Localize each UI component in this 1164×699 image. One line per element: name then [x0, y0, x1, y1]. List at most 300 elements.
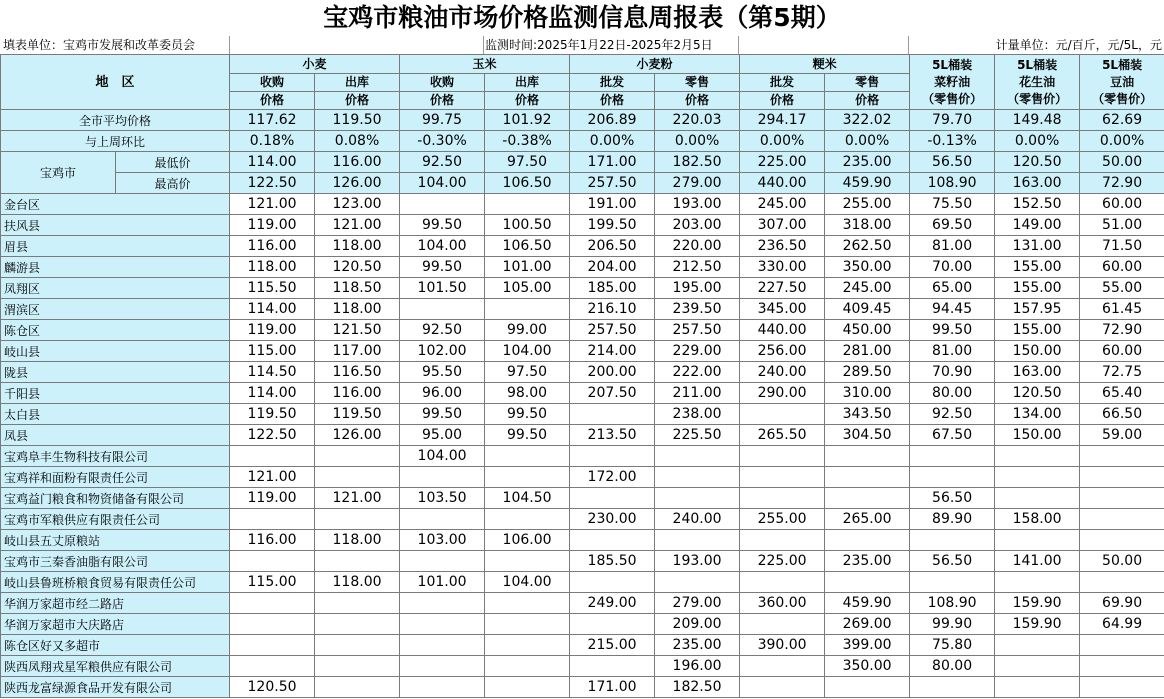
price-cell: 196.00 [655, 656, 740, 677]
price-cell: 399.00 [825, 635, 910, 656]
price-cell [485, 551, 570, 572]
price-cell: 102.00 [400, 341, 485, 362]
table-row [1, 320, 1164, 341]
row-name: 千阳县 [1, 383, 230, 404]
price-cell [485, 656, 570, 677]
price-cell: 203.00 [655, 215, 740, 236]
price-cell: 131.00 [995, 236, 1080, 257]
price-cell [230, 551, 315, 572]
row-name: 岐山县鲁班桥粮食贸易有限责任公司 [1, 572, 230, 593]
price-cell [825, 530, 910, 551]
price-cell [485, 635, 570, 656]
price-cell: 240.00 [740, 362, 825, 383]
price-cell: 209.00 [655, 614, 740, 635]
price-cell: 163.00 [995, 362, 1080, 383]
price-cell: 440.00 [740, 320, 825, 341]
table-row [1, 614, 1164, 635]
price-cell: 0.00% [995, 131, 1080, 152]
price-cell: 390.00 [740, 635, 825, 656]
header-sub-top-5: 零售 [655, 74, 740, 92]
price-cell: 104.00 [400, 446, 485, 467]
price-cell: 191.00 [570, 194, 655, 215]
price-cell: 159.90 [995, 614, 1080, 635]
price-cell: 141.00 [995, 551, 1080, 572]
price-cell: 116.00 [315, 152, 400, 173]
row-name: 陈仓区 [1, 320, 230, 341]
price-cell: 106.50 [485, 236, 570, 257]
price-cell [570, 614, 655, 635]
price-cell: 117.00 [315, 341, 400, 362]
price-cell [655, 488, 740, 509]
row-name: 金台区 [1, 194, 230, 215]
price-cell [485, 677, 570, 698]
price-cell: 155.00 [995, 320, 1080, 341]
price-cell [400, 656, 485, 677]
row-name: 宝鸡市军粮供应有限责任公司 [1, 509, 230, 530]
price-cell: 56.50 [910, 551, 995, 572]
price-cell [230, 656, 315, 677]
price-cell: 279.00 [655, 593, 740, 614]
price-cell: 50.00 [1080, 551, 1164, 572]
price-cell: 149.48 [995, 110, 1080, 131]
price-cell [315, 446, 400, 467]
price-cell: 89.90 [910, 509, 995, 530]
price-cell: 0.00% [655, 131, 740, 152]
price-cell [740, 467, 825, 488]
price-cell: 98.00 [485, 383, 570, 404]
price-cell: 172.00 [570, 467, 655, 488]
price-cell: 0.00% [570, 131, 655, 152]
price-cell: 182.50 [655, 677, 740, 698]
price-cell: 155.00 [995, 257, 1080, 278]
price-cell [825, 446, 910, 467]
price-cell: 69.90 [1080, 593, 1164, 614]
price-cell: 171.00 [570, 677, 655, 698]
price-cell: 459.90 [825, 173, 910, 194]
price-cell: 115.00 [230, 341, 315, 362]
price-cell: 60.00 [1080, 341, 1164, 362]
price-cell: 59.00 [1080, 425, 1164, 446]
price-cell: 106.00 [485, 530, 570, 551]
price-cell: 126.00 [315, 425, 400, 446]
price-cell: 207.50 [570, 383, 655, 404]
price-cell: 96.00 [400, 383, 485, 404]
price-cell [740, 446, 825, 467]
price-cell [315, 551, 400, 572]
summary-label: 全市平均价格 [1, 110, 230, 131]
row-name: 扶风县 [1, 215, 230, 236]
price-cell [315, 467, 400, 488]
price-cell: 99.75 [400, 110, 485, 131]
table-row [1, 656, 1164, 677]
price-cell: 120.50 [230, 677, 315, 698]
price-cell: 61.45 [1080, 299, 1164, 320]
price-cell: 220.03 [655, 110, 740, 131]
price-cell: 119.00 [230, 488, 315, 509]
price-cell: 79.70 [910, 110, 995, 131]
price-cell: 120.50 [315, 257, 400, 278]
price-cell: 150.00 [995, 341, 1080, 362]
baoji-city-label: 宝鸡市 [1, 152, 116, 194]
price-cell: 50.00 [1080, 152, 1164, 173]
price-cell: 239.50 [655, 299, 740, 320]
table-row [1, 446, 1164, 467]
price-cell [485, 467, 570, 488]
price-cell [230, 635, 315, 656]
price-cell: 257.50 [655, 320, 740, 341]
price-cell [1080, 509, 1164, 530]
price-cell: 225.00 [740, 152, 825, 173]
row-name: 岐山县 [1, 341, 230, 362]
row-name: 陇县 [1, 362, 230, 383]
price-cell: 225.50 [655, 425, 740, 446]
price-cell: 235.00 [655, 635, 740, 656]
price-cell: 206.50 [570, 236, 655, 257]
row-name: 宝鸡益门粮食和物资储备有限公司 [1, 488, 230, 509]
price-cell: 114.50 [230, 362, 315, 383]
price-cell: 350.00 [825, 656, 910, 677]
price-cell [570, 446, 655, 467]
header-sub-top-4: 批发 [570, 74, 655, 92]
price-cell: 152.50 [995, 194, 1080, 215]
price-cell [570, 404, 655, 425]
price-cell: 249.00 [570, 593, 655, 614]
price-cell [995, 656, 1080, 677]
price-cell: 71.50 [1080, 236, 1164, 257]
header-sub-top-2: 收购 [400, 74, 485, 92]
price-cell: 227.50 [740, 278, 825, 299]
price-cell: 119.00 [230, 320, 315, 341]
price-cell [315, 614, 400, 635]
price-cell: 95.00 [400, 425, 485, 446]
row-name: 陕西龙富绿源食品开发有限公司 [1, 677, 230, 698]
row-name: 凤县 [1, 425, 230, 446]
price-cell: 118.00 [315, 236, 400, 257]
header-group-corn: 玉米 [400, 55, 570, 74]
price-cell: 121.00 [230, 194, 315, 215]
price-cell: 157.95 [995, 299, 1080, 320]
price-cell [1080, 572, 1164, 593]
price-cell: 345.00 [740, 299, 825, 320]
price-cell: 215.00 [570, 635, 655, 656]
price-cell: 116.00 [315, 383, 400, 404]
header-sub-bottom-7: 价格 [825, 92, 910, 110]
price-cell: 121.50 [315, 320, 400, 341]
price-cell: 69.50 [910, 215, 995, 236]
price-cell: 118.00 [315, 530, 400, 551]
price-cell: 200.00 [570, 362, 655, 383]
price-cell: 171.00 [570, 152, 655, 173]
price-cell [1080, 677, 1164, 698]
price-cell: 97.50 [485, 152, 570, 173]
price-cell: 255.00 [825, 194, 910, 215]
price-cell: 64.99 [1080, 614, 1164, 635]
baoji-range-row [1, 152, 1164, 173]
price-cell [400, 677, 485, 698]
price-cell: 114.00 [230, 152, 315, 173]
price-cell: 163.00 [995, 173, 1080, 194]
price-cell: 279.00 [655, 173, 740, 194]
price-cell: 222.00 [655, 362, 740, 383]
price-cell: 230.00 [570, 509, 655, 530]
price-cell [995, 635, 1080, 656]
baoji-range-label: 最高价 [116, 173, 230, 194]
price-cell: 119.50 [315, 110, 400, 131]
price-cell: 101.00 [485, 257, 570, 278]
price-cell: 101.92 [485, 110, 570, 131]
price-cell [995, 446, 1080, 467]
price-cell: -0.38% [485, 131, 570, 152]
price-cell: 343.50 [825, 404, 910, 425]
price-cell [825, 488, 910, 509]
price-cell: 265.00 [825, 509, 910, 530]
price-cell [740, 530, 825, 551]
price-cell: 62.69 [1080, 110, 1164, 131]
row-name: 宝鸡祥和面粉有限责任公司 [1, 467, 230, 488]
price-cell: 211.00 [655, 383, 740, 404]
price-cell: 60.00 [1080, 194, 1164, 215]
price-cell: 115.00 [230, 572, 315, 593]
price-cell: 122.50 [230, 425, 315, 446]
price-cell: 134.00 [995, 404, 1080, 425]
price-cell: 257.50 [570, 320, 655, 341]
price-cell: 290.00 [740, 383, 825, 404]
summary-row [1, 110, 1164, 131]
table-row [1, 467, 1164, 488]
price-cell: 97.50 [485, 362, 570, 383]
header-oil-peanut: 5L桶装 花生油 （零售价） [995, 55, 1080, 110]
price-cell [485, 614, 570, 635]
table-row [1, 425, 1164, 446]
price-cell: 100.50 [485, 215, 570, 236]
table-row [1, 299, 1164, 320]
header-group-rice: 粳米 [740, 55, 910, 74]
price-cell: 120.50 [995, 383, 1080, 404]
price-cell: 310.00 [825, 383, 910, 404]
price-cell: 118.00 [230, 257, 315, 278]
price-cell: 119.50 [230, 404, 315, 425]
price-cell: 289.50 [825, 362, 910, 383]
header-sub-top-3: 出库 [485, 74, 570, 92]
report-title: 宝鸡市粮油市场价格监测信息周报表（第5期） [323, 3, 841, 32]
price-cell: 81.00 [910, 236, 995, 257]
price-cell [740, 488, 825, 509]
price-cell: 159.90 [995, 593, 1080, 614]
table-row [1, 572, 1164, 593]
price-cell: 116.00 [230, 236, 315, 257]
price-cell [400, 467, 485, 488]
header-group-wheat: 小麦 [230, 55, 400, 74]
price-cell: 104.00 [485, 341, 570, 362]
price-cell [995, 488, 1080, 509]
header-sub-bottom-4: 价格 [570, 92, 655, 110]
price-cell [570, 488, 655, 509]
price-cell: 265.50 [740, 425, 825, 446]
price-cell [910, 467, 995, 488]
price-cell: 123.00 [315, 194, 400, 215]
price-cell: 0.18% [230, 131, 315, 152]
row-name: 凤翔区 [1, 278, 230, 299]
price-cell: 185.00 [570, 278, 655, 299]
table-row [1, 257, 1164, 278]
price-cell: 118.00 [315, 572, 400, 593]
price-cell: 199.50 [570, 215, 655, 236]
price-cell [485, 446, 570, 467]
price-cell [995, 530, 1080, 551]
price-cell [230, 509, 315, 530]
price-cell: 193.00 [655, 194, 740, 215]
price-cell: 118.00 [315, 299, 400, 320]
price-cell: 99.50 [400, 215, 485, 236]
price-cell: 72.90 [1080, 320, 1164, 341]
price-cell: -0.30% [400, 131, 485, 152]
price-cell [825, 467, 910, 488]
price-cell: 149.00 [995, 215, 1080, 236]
price-cell: 67.50 [910, 425, 995, 446]
price-cell: 269.00 [825, 614, 910, 635]
price-cell [1080, 530, 1164, 551]
price-cell: 101.00 [400, 572, 485, 593]
price-cell: 92.50 [400, 320, 485, 341]
price-cell: 65.40 [1080, 383, 1164, 404]
price-cell: 121.00 [315, 488, 400, 509]
price-cell: 66.50 [1080, 404, 1164, 425]
price-cell: 229.00 [655, 341, 740, 362]
price-cell [740, 677, 825, 698]
price-cell: 101.50 [400, 278, 485, 299]
price-cell: 213.50 [570, 425, 655, 446]
table-row [1, 278, 1164, 299]
price-cell: 80.00 [910, 383, 995, 404]
header-sub-bottom-0: 价格 [230, 92, 315, 110]
price-cell: 108.90 [910, 593, 995, 614]
price-cell: 104.00 [400, 173, 485, 194]
price-cell: 80.00 [910, 656, 995, 677]
price-cell: 281.00 [825, 341, 910, 362]
price-cell [655, 530, 740, 551]
row-name: 太白县 [1, 404, 230, 425]
price-cell [995, 677, 1080, 698]
table-row [1, 509, 1164, 530]
price-cell: 304.50 [825, 425, 910, 446]
table-row [1, 488, 1164, 509]
price-cell [1080, 467, 1164, 488]
price-cell: 216.10 [570, 299, 655, 320]
price-cell: 103.50 [400, 488, 485, 509]
price-cell [485, 593, 570, 614]
price-cell [400, 551, 485, 572]
price-cell: 104.00 [485, 572, 570, 593]
price-cell: 70.00 [910, 257, 995, 278]
price-cell [400, 299, 485, 320]
price-cell: 119.50 [315, 404, 400, 425]
price-cell: 206.89 [570, 110, 655, 131]
price-cell: 245.00 [740, 194, 825, 215]
price-cell: 307.00 [740, 215, 825, 236]
price-cell: 322.02 [825, 110, 910, 131]
row-name: 宝鸡市三秦香油脂有限公司 [1, 551, 230, 572]
table-row [1, 677, 1164, 698]
table-row [1, 194, 1164, 215]
price-cell: 195.00 [655, 278, 740, 299]
price-cell [315, 656, 400, 677]
price-cell [1080, 635, 1164, 656]
row-name: 陈仓区好又多超市 [1, 635, 230, 656]
table-row [1, 341, 1164, 362]
price-cell: 75.80 [910, 635, 995, 656]
price-cell: 440.00 [740, 173, 825, 194]
price-cell: 108.90 [910, 173, 995, 194]
price-cell: 114.00 [230, 383, 315, 404]
price-cell: 0.00% [740, 131, 825, 152]
price-cell: 150.00 [995, 425, 1080, 446]
price-cell: 318.00 [825, 215, 910, 236]
price-cell: 94.45 [910, 299, 995, 320]
price-cell [400, 593, 485, 614]
price-cell: 0.08% [315, 131, 400, 152]
price-cell [1080, 446, 1164, 467]
row-name: 华润万家超市经二路店 [1, 593, 230, 614]
price-cell: 185.50 [570, 551, 655, 572]
price-cell: 116.00 [230, 530, 315, 551]
price-cell: 214.00 [570, 341, 655, 362]
price-cell [1080, 488, 1164, 509]
price-cell [315, 593, 400, 614]
header-sub-top-1: 出库 [315, 74, 400, 92]
price-cell: 235.00 [825, 551, 910, 572]
price-cell [315, 677, 400, 698]
row-name: 渭滨区 [1, 299, 230, 320]
header-oil-rapeseed: 5L桶装 菜籽油 （零售价） [910, 55, 995, 110]
row-name: 陕西凤翔戎星军粮供应有限公司 [1, 656, 230, 677]
price-cell: 116.50 [315, 362, 400, 383]
price-cell: 92.50 [400, 152, 485, 173]
price-cell: 75.50 [910, 194, 995, 215]
header-sub-bottom-1: 价格 [315, 92, 400, 110]
price-cell: 120.50 [995, 152, 1080, 173]
price-cell: 72.90 [1080, 173, 1164, 194]
price-cell: 65.00 [910, 278, 995, 299]
price-cell: 257.50 [570, 173, 655, 194]
baoji-range-row [1, 173, 1164, 194]
price-cell [740, 404, 825, 425]
price-cell [400, 509, 485, 530]
price-cell: 193.00 [655, 551, 740, 572]
header-sub-bottom-3: 价格 [485, 92, 570, 110]
price-cell [1080, 656, 1164, 677]
price-cell: 105.00 [485, 278, 570, 299]
table-row [1, 362, 1164, 383]
header-oil-soybean: 5L桶装 豆油 （零售价） [1080, 55, 1164, 110]
price-cell: 330.00 [740, 257, 825, 278]
price-cell [910, 677, 995, 698]
table-row [1, 635, 1164, 656]
table-row [1, 383, 1164, 404]
table-row [1, 236, 1164, 257]
row-name: 麟游县 [1, 257, 230, 278]
price-cell: 225.00 [740, 551, 825, 572]
price-cell [910, 572, 995, 593]
price-cell [655, 572, 740, 593]
price-cell: 236.50 [740, 236, 825, 257]
price-cell: 182.50 [655, 152, 740, 173]
price-cell [230, 446, 315, 467]
price-cell: 294.17 [740, 110, 825, 131]
price-cell [485, 194, 570, 215]
price-cell: 99.00 [485, 320, 570, 341]
price-cell [485, 509, 570, 530]
price-cell [995, 572, 1080, 593]
